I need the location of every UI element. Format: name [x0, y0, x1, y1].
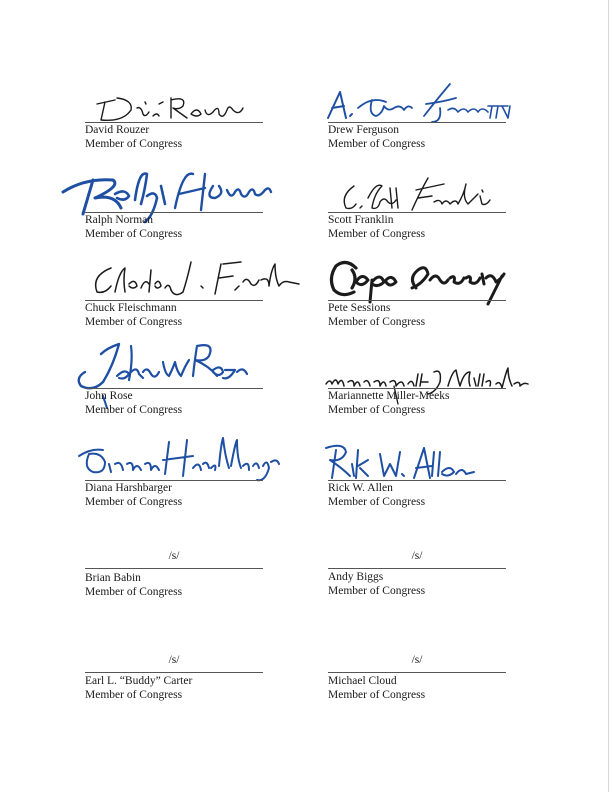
signature-line [85, 568, 263, 569]
signatory-title: Member of Congress [85, 404, 183, 416]
signature-block [85, 630, 267, 700]
signatory-name: Ralph Norman [85, 214, 154, 226]
signatory-title: Member of Congress [328, 138, 426, 150]
signatory-name: Scott Franklin [328, 214, 394, 226]
signature-line [85, 672, 263, 673]
signature-block [85, 170, 267, 240]
signatory-title: Member of Congress [328, 228, 426, 240]
signature-block [328, 438, 510, 508]
signatory-name: Drew Ferguson [328, 124, 400, 136]
signature-block [328, 170, 510, 240]
signatory-title: Member of Congress [85, 586, 183, 598]
conformed-signature: /s/ [411, 654, 423, 666]
signatory-title: Member of Congress [85, 228, 183, 240]
signatory-title: Member of Congress [328, 496, 426, 508]
signatory-title: Member of Congress [328, 585, 426, 597]
signatory-name: Pete Sessions [328, 302, 391, 314]
signatory-name: Chuck Fleischmann [85, 302, 177, 314]
signature-block [328, 346, 510, 416]
signatory-name: Diana Harshbarger [85, 482, 172, 494]
signature-line [328, 568, 506, 569]
signatory-title: Member of Congress [328, 404, 426, 416]
signature-line [328, 672, 506, 673]
signature-scott-franklin [334, 174, 510, 216]
page-edge [608, 0, 609, 792]
signature-block [85, 80, 267, 150]
signatory-name: Michael Cloud [328, 675, 397, 687]
signature-block [85, 258, 267, 328]
conformed-signature: /s/ [168, 654, 180, 666]
signatory-title: Member of Congress [328, 689, 426, 701]
signature-block [85, 346, 267, 416]
signatory-name: David Rouzer [85, 124, 150, 136]
signature-block [328, 258, 510, 328]
signatory-name: Mariannette Miller-Meeks [328, 390, 450, 402]
signatory-name: Earl L. “Buddy” Carter [85, 675, 193, 687]
signature-block [85, 438, 267, 508]
signature-block [328, 630, 510, 700]
signatory-name: Rick W. Allen [328, 482, 393, 494]
signatory-title: Member of Congress [85, 496, 183, 508]
signature-block [328, 80, 510, 150]
signatory-title: Member of Congress [85, 316, 183, 328]
signatory-name: Andy Biggs [328, 571, 384, 583]
signature-block [85, 526, 267, 596]
signatory-name: John Rose [85, 390, 133, 402]
signature-block [328, 526, 510, 596]
signature-diana-harshbarger [71, 432, 285, 484]
signatory-name: Brian Babin [85, 572, 141, 584]
signature-drew-ferguson [322, 78, 512, 124]
signatory-title: Member of Congress [85, 138, 183, 150]
conformed-signature: /s/ [168, 550, 180, 562]
signatory-title: Member of Congress [85, 689, 183, 701]
signature-david-rouzer [93, 86, 263, 126]
signatory-title: Member of Congress [328, 316, 426, 328]
conformed-signature: /s/ [411, 550, 423, 562]
